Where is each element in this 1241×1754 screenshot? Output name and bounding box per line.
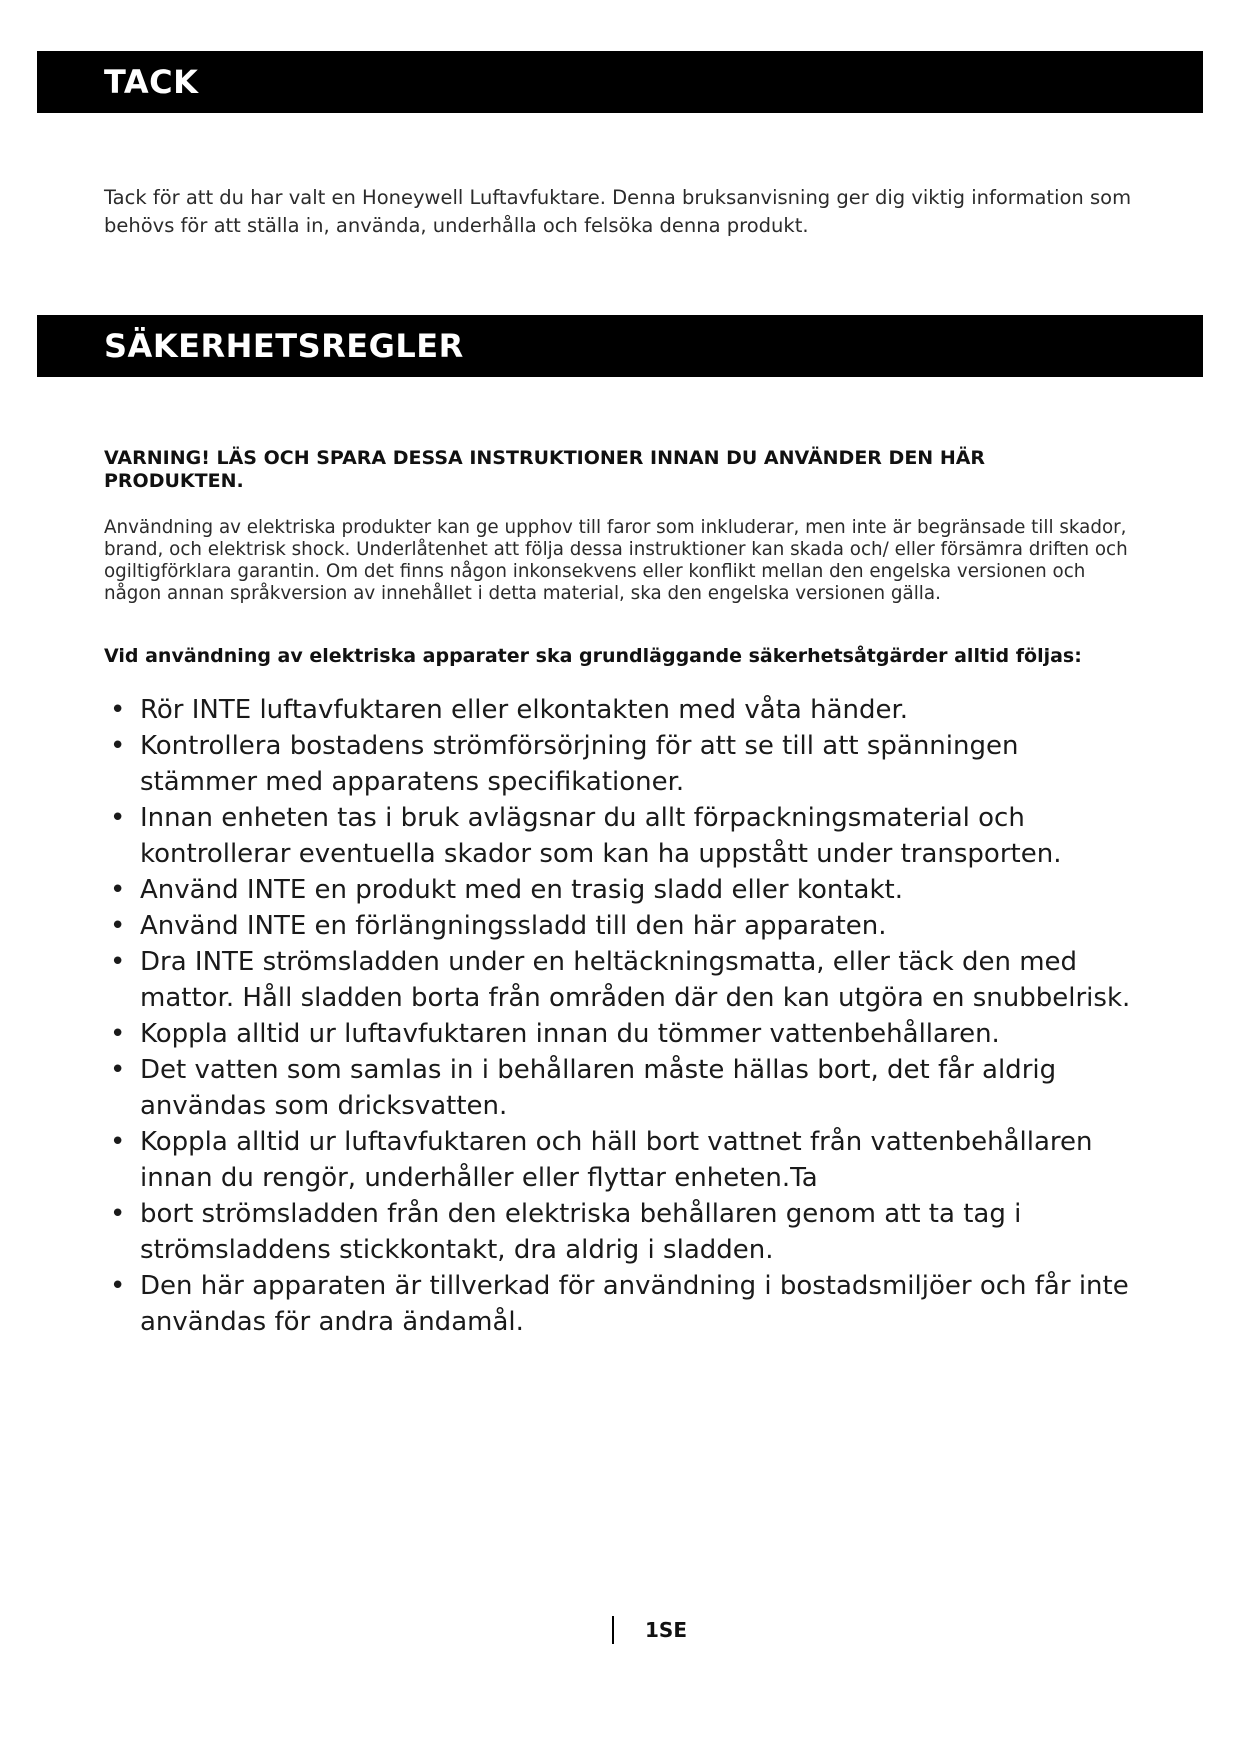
- safety-rule-text: Innan enheten tas i bruk avlägsnar du allt förpackningsmaterial och kontrollerar eventuella skador som kan ha uppstått under transporten.: [140, 803, 1062, 869]
- bullet-icon: •: [110, 911, 126, 941]
- section-header-safety: [37, 315, 1203, 377]
- warning-paragraph: Användning av elektriska produkter kan ge upphov till faror som inkluderar, men inte är begränsade till skador, brand, och elektrisk shock. Underlåtenhet att följa dessa instruktioner kan skada och/ eller försämra driften och ogiltigförklara garantin. Om det finns någon inkonsekvens eller konflikt mellan den engelska versionen och någon annan språkversion av innehållet i detta material, ska den engelska versionen gälla.: [104, 517, 1128, 604]
- bullet-icon: •: [110, 1127, 126, 1157]
- bullet-icon: •: [110, 875, 126, 905]
- safety-rule: [104, 692, 1134, 728]
- safety-rule-text: bort strömsladden från den elektriska behållaren genom att ta tag i strömsladdens stickkontakt, dra aldrig i sladden.: [140, 1199, 1022, 1265]
- bullet-icon: •: [110, 947, 126, 977]
- bullet-icon: •: [110, 695, 126, 725]
- safety-rule-text: Koppla alltid ur luftavfuktaren och häll bort vattnet från vattenbehållaren innan du rengör, underhåller eller flyttar enheten.Ta: [140, 1127, 1093, 1193]
- bullet-icon: •: [110, 803, 126, 833]
- safety-rule: [104, 1268, 1134, 1340]
- section-header-tack: [37, 51, 1203, 113]
- safety-rule-text: Kontrollera bostadens strömförsörjning för att se till att spänningen stämmer med apparatens specifikationer.: [140, 731, 1019, 797]
- intro-paragraph: Tack för att du har valt en Honeywell Luftavfuktare. Denna bruksanvisning ger dig viktig information som behövs för att ställa in, använda, underhålla och felsöka denna produkt.: [104, 186, 1132, 237]
- safety-rules-list: [104, 692, 1134, 1340]
- safety-rule: [104, 1196, 1134, 1268]
- bullet-icon: •: [110, 1199, 126, 1229]
- page-number: 1SE: [645, 1618, 687, 1642]
- safety-rule: [104, 944, 1134, 1016]
- safety-rule-text: Rör INTE luftavfuktaren eller elkontakten med våta händer.: [140, 695, 909, 725]
- safety-rule: [104, 1124, 1134, 1196]
- safety-rule: [104, 800, 1134, 872]
- warning-heading: VARNING! LÄS OCH SPARA DESSA INSTRUKTIONER INNAN DU ANVÄNDER DEN HÄR PRODUKTEN.: [104, 447, 986, 492]
- safety-rule-text: Använd INTE en förlängningssladd till den här apparaten.: [140, 911, 887, 941]
- bullet-icon: •: [110, 731, 126, 761]
- section-title-safety: SÄKERHETSREGLER: [104, 327, 464, 365]
- safety-rule: [104, 1052, 1134, 1124]
- safety-rule: [104, 728, 1134, 800]
- page-footer: [612, 1613, 687, 1647]
- safety-lead-text: Vid användning av elektriska apparater ska grundläggande säkerhetsåtgärder alltid följas:: [104, 645, 1082, 667]
- bullet-icon: •: [110, 1055, 126, 1085]
- safety-rule-text: Koppla alltid ur luftavfuktaren innan du tömmer vattenbehållaren.: [140, 1019, 1000, 1049]
- section-title-tack: TACK: [104, 63, 199, 101]
- bullet-icon: •: [110, 1019, 126, 1049]
- safety-rule-text: Dra INTE strömsladden under en heltäckningsmatta, eller täck den med mattor. Håll sladden borta från områden där den kan utgöra en snubbelrisk.: [140, 947, 1131, 1013]
- bullet-icon: •: [110, 1271, 126, 1301]
- footer-divider: [612, 1616, 614, 1644]
- safety-rule-text: Det vatten som samlas in i behållaren måste hällas bort, det får aldrig användas som dricksvatten.: [140, 1055, 1057, 1121]
- safety-rule-text: Använd INTE en produkt med en trasig sladd eller kontakt.: [140, 875, 904, 905]
- safety-rule: [104, 1016, 1134, 1052]
- safety-rule: [104, 872, 1134, 908]
- safety-rule: [104, 908, 1134, 944]
- safety-rule-text: Den här apparaten är tillverkad för användning i bostadsmiljöer och får inte användas för andra ändamål.: [140, 1271, 1129, 1337]
